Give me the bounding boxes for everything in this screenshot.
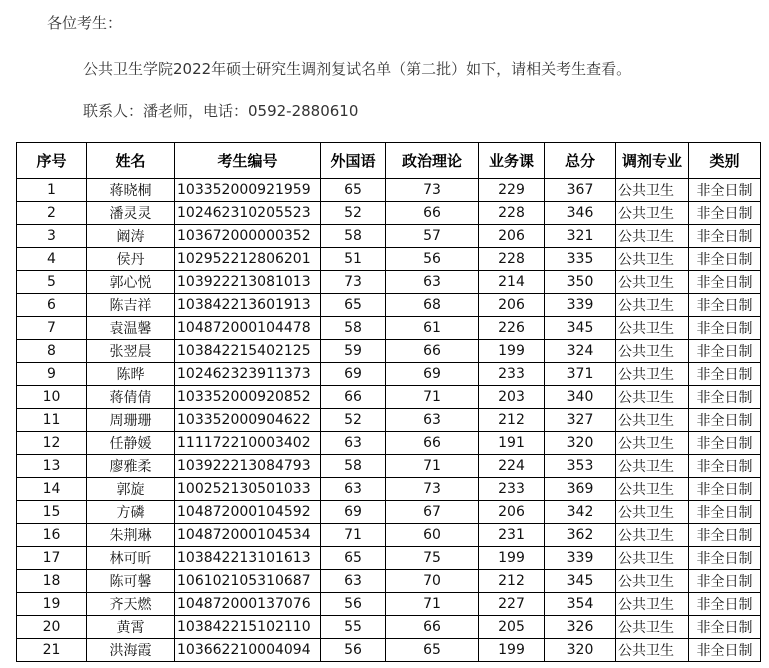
cell-adjusted-major: 公共卫生	[616, 179, 689, 202]
cell-politics: 70	[386, 570, 479, 593]
cell-foreign-language: 73	[321, 271, 386, 294]
cell-foreign-language: 59	[321, 340, 386, 363]
cell-politics: 56	[386, 248, 479, 271]
header-cell-category: 类别	[689, 143, 761, 179]
cell-total: 362	[545, 524, 616, 547]
header-cell-index: 序号	[17, 143, 87, 179]
table-row	[17, 225, 761, 248]
cell-index: 15	[17, 501, 87, 524]
cell-name: 任静媛	[87, 432, 175, 455]
cell-index: 20	[17, 616, 87, 639]
table-row	[17, 386, 761, 409]
cell-politics: 66	[386, 432, 479, 455]
cell-category: 非全日制	[689, 501, 761, 524]
header-cell-foreign-language: 外国语	[321, 143, 386, 179]
cell-name: 张翌晨	[87, 340, 175, 363]
cell-total: 340	[545, 386, 616, 409]
table-row	[17, 432, 761, 455]
cell-candidate-id: 103352000904622	[175, 409, 321, 432]
cell-name: 齐天燃	[87, 593, 175, 616]
cell-politics: 66	[386, 202, 479, 225]
cell-major-course: 206	[479, 501, 545, 524]
cell-total: 369	[545, 478, 616, 501]
cell-politics: 69	[386, 363, 479, 386]
cell-name: 郭心悦	[87, 271, 175, 294]
cell-politics: 57	[386, 225, 479, 248]
cell-total: 367	[545, 179, 616, 202]
header-cell-total: 总分	[545, 143, 616, 179]
cell-candidate-id: 102462323911373	[175, 363, 321, 386]
cell-major-course: 191	[479, 432, 545, 455]
cell-candidate-id: 106102105310687	[175, 570, 321, 593]
cell-total: 371	[545, 363, 616, 386]
table-row	[17, 593, 761, 616]
cell-adjusted-major: 公共卫生	[616, 639, 689, 662]
cell-category: 非全日制	[689, 524, 761, 547]
cell-politics: 65	[386, 639, 479, 662]
cell-name: 陈吉祥	[87, 294, 175, 317]
cell-candidate-id: 111172210003402	[175, 432, 321, 455]
cell-major-course: 226	[479, 317, 545, 340]
cell-major-course: 205	[479, 616, 545, 639]
table-row	[17, 202, 761, 225]
cell-total: 353	[545, 455, 616, 478]
cell-total: 326	[545, 616, 616, 639]
cell-adjusted-major: 公共卫生	[616, 616, 689, 639]
cell-foreign-language: 63	[321, 432, 386, 455]
cell-politics: 63	[386, 409, 479, 432]
table-row	[17, 179, 761, 202]
cell-index: 10	[17, 386, 87, 409]
cell-adjusted-major: 公共卫生	[616, 248, 689, 271]
cell-total: 339	[545, 547, 616, 570]
cell-total: 327	[545, 409, 616, 432]
cell-politics: 66	[386, 340, 479, 363]
cell-category: 非全日制	[689, 363, 761, 386]
cell-adjusted-major: 公共卫生	[616, 386, 689, 409]
cell-category: 非全日制	[689, 593, 761, 616]
cell-major-course: 212	[479, 570, 545, 593]
table-row	[17, 616, 761, 639]
cell-total: 345	[545, 317, 616, 340]
cell-candidate-id: 104872000104592	[175, 501, 321, 524]
cell-foreign-language: 55	[321, 616, 386, 639]
cell-politics: 66	[386, 616, 479, 639]
table-row	[17, 524, 761, 547]
cell-major-course: 199	[479, 340, 545, 363]
cell-major-course: 206	[479, 294, 545, 317]
cell-total: 345	[545, 570, 616, 593]
cell-category: 非全日制	[689, 248, 761, 271]
cell-index: 8	[17, 340, 87, 363]
cell-category: 非全日制	[689, 202, 761, 225]
cell-foreign-language: 56	[321, 639, 386, 662]
cell-total: 321	[545, 225, 616, 248]
cell-name: 郭旋	[87, 478, 175, 501]
header-cell-candidate-id: 考生编号	[175, 143, 321, 179]
cell-category: 非全日制	[689, 179, 761, 202]
cell-politics: 67	[386, 501, 479, 524]
cell-politics: 71	[386, 386, 479, 409]
cell-name: 陈可馨	[87, 570, 175, 593]
cell-total: 320	[545, 639, 616, 662]
cell-adjusted-major: 公共卫生	[616, 409, 689, 432]
cell-category: 非全日制	[689, 271, 761, 294]
cell-candidate-id: 103842215102110	[175, 616, 321, 639]
cell-major-course: 229	[479, 179, 545, 202]
cell-major-course: 214	[479, 271, 545, 294]
cell-adjusted-major: 公共卫生	[616, 340, 689, 363]
cell-adjusted-major: 公共卫生	[616, 294, 689, 317]
cell-candidate-id: 103352000921959	[175, 179, 321, 202]
cell-foreign-language: 63	[321, 570, 386, 593]
cell-category: 非全日制	[689, 386, 761, 409]
cell-name: 洪海霞	[87, 639, 175, 662]
cell-foreign-language: 52	[321, 409, 386, 432]
cell-foreign-language: 52	[321, 202, 386, 225]
cell-politics: 71	[386, 593, 479, 616]
cell-adjusted-major: 公共卫生	[616, 570, 689, 593]
cell-index: 17	[17, 547, 87, 570]
cell-total: 346	[545, 202, 616, 225]
cell-politics: 63	[386, 271, 479, 294]
table-row	[17, 409, 761, 432]
cell-category: 非全日制	[689, 294, 761, 317]
cell-major-course: 212	[479, 409, 545, 432]
cell-index: 1	[17, 179, 87, 202]
cell-category: 非全日制	[689, 547, 761, 570]
cell-foreign-language: 56	[321, 593, 386, 616]
cell-adjusted-major: 公共卫生	[616, 317, 689, 340]
cell-foreign-language: 66	[321, 386, 386, 409]
cell-politics: 68	[386, 294, 479, 317]
cell-major-course: 233	[479, 478, 545, 501]
cell-candidate-id: 103842213101613	[175, 547, 321, 570]
cell-index: 18	[17, 570, 87, 593]
cell-foreign-language: 65	[321, 294, 386, 317]
cell-name: 袁温馨	[87, 317, 175, 340]
cell-foreign-language: 69	[321, 363, 386, 386]
cell-major-course: 224	[479, 455, 545, 478]
cell-foreign-language: 65	[321, 547, 386, 570]
cell-politics: 73	[386, 179, 479, 202]
cell-name: 潘灵灵	[87, 202, 175, 225]
cell-major-course: 199	[479, 639, 545, 662]
cell-index: 16	[17, 524, 87, 547]
cell-adjusted-major: 公共卫生	[616, 455, 689, 478]
cell-index: 9	[17, 363, 87, 386]
cell-adjusted-major: 公共卫生	[616, 524, 689, 547]
cell-name: 侯丹	[87, 248, 175, 271]
cell-politics: 71	[386, 455, 479, 478]
cell-major-course: 233	[479, 363, 545, 386]
cell-foreign-language: 51	[321, 248, 386, 271]
cell-category: 非全日制	[689, 225, 761, 248]
cell-name: 周珊珊	[87, 409, 175, 432]
cell-category: 非全日制	[689, 409, 761, 432]
cell-adjusted-major: 公共卫生	[616, 271, 689, 294]
cell-category: 非全日制	[689, 570, 761, 593]
cell-index: 13	[17, 455, 87, 478]
cell-name: 蒋晓桐	[87, 179, 175, 202]
table-row	[17, 340, 761, 363]
table-row	[17, 248, 761, 271]
cell-foreign-language: 58	[321, 225, 386, 248]
cell-foreign-language: 71	[321, 524, 386, 547]
cell-foreign-language: 58	[321, 317, 386, 340]
cell-total: 354	[545, 593, 616, 616]
cell-adjusted-major: 公共卫生	[616, 547, 689, 570]
cell-category: 非全日制	[689, 455, 761, 478]
cell-candidate-id: 103842213601913	[175, 294, 321, 317]
cell-index: 3	[17, 225, 87, 248]
cell-foreign-language: 58	[321, 455, 386, 478]
cell-candidate-id: 103352000920852	[175, 386, 321, 409]
cell-name: 廖雅柔	[87, 455, 175, 478]
cell-index: 11	[17, 409, 87, 432]
cell-adjusted-major: 公共卫生	[616, 478, 689, 501]
cell-major-course: 228	[479, 202, 545, 225]
cell-politics: 75	[386, 547, 479, 570]
table-row	[17, 363, 761, 386]
candidate-table	[16, 142, 761, 662]
header-cell-name: 姓名	[87, 143, 175, 179]
table-row	[17, 271, 761, 294]
cell-index: 4	[17, 248, 87, 271]
cell-adjusted-major: 公共卫生	[616, 225, 689, 248]
cell-major-course: 227	[479, 593, 545, 616]
cell-candidate-id: 103662210004094	[175, 639, 321, 662]
cell-major-course: 203	[479, 386, 545, 409]
table-body	[17, 179, 761, 662]
cell-candidate-id: 102952212806201	[175, 248, 321, 271]
table-row	[17, 639, 761, 662]
cell-politics: 73	[386, 478, 479, 501]
cell-candidate-id: 104872000137076	[175, 593, 321, 616]
cell-candidate-id: 103922213081013	[175, 271, 321, 294]
cell-major-course: 231	[479, 524, 545, 547]
cell-candidate-id: 103842215402125	[175, 340, 321, 363]
cell-politics: 61	[386, 317, 479, 340]
cell-total: 342	[545, 501, 616, 524]
cell-total: 339	[545, 294, 616, 317]
cell-candidate-id: 100252130501033	[175, 478, 321, 501]
table-row	[17, 501, 761, 524]
cell-category: 非全日制	[689, 340, 761, 363]
cell-index: 6	[17, 294, 87, 317]
table-row	[17, 317, 761, 340]
cell-foreign-language: 63	[321, 478, 386, 501]
greeting-text: 各位考生：	[47, 14, 123, 32]
cell-name: 陈晔	[87, 363, 175, 386]
cell-category: 非全日制	[689, 432, 761, 455]
cell-name: 黄霄	[87, 616, 175, 639]
cell-adjusted-major: 公共卫生	[616, 501, 689, 524]
cell-index: 14	[17, 478, 87, 501]
cell-adjusted-major: 公共卫生	[616, 363, 689, 386]
cell-adjusted-major: 公共卫生	[616, 432, 689, 455]
cell-index: 5	[17, 271, 87, 294]
cell-name: 方磷	[87, 501, 175, 524]
cell-category: 非全日制	[689, 639, 761, 662]
cell-foreign-language: 69	[321, 501, 386, 524]
table-header-row	[17, 143, 761, 179]
contact-info: 联系人：潘老师，电话：0592-2880610	[83, 102, 359, 120]
cell-major-course: 228	[479, 248, 545, 271]
cell-total: 320	[545, 432, 616, 455]
cell-candidate-id: 104872000104478	[175, 317, 321, 340]
table-row	[17, 294, 761, 317]
cell-index: 21	[17, 639, 87, 662]
cell-name: 蒋倩倩	[87, 386, 175, 409]
cell-total: 350	[545, 271, 616, 294]
cell-category: 非全日制	[689, 616, 761, 639]
cell-index: 12	[17, 432, 87, 455]
table-row	[17, 547, 761, 570]
cell-candidate-id: 103922213084793	[175, 455, 321, 478]
cell-index: 7	[17, 317, 87, 340]
cell-politics: 60	[386, 524, 479, 547]
cell-name: 朱荆琳	[87, 524, 175, 547]
cell-name: 阚涛	[87, 225, 175, 248]
cell-index: 19	[17, 593, 87, 616]
cell-category: 非全日制	[689, 478, 761, 501]
cell-candidate-id: 102462310205523	[175, 202, 321, 225]
cell-index: 2	[17, 202, 87, 225]
cell-adjusted-major: 公共卫生	[616, 202, 689, 225]
intro-paragraph: 公共卫生学院2022年硕士研究生调剂复试名单（第二批）如下，请相关考生查看。	[83, 60, 632, 78]
table-row	[17, 570, 761, 593]
cell-total: 324	[545, 340, 616, 363]
cell-name: 林可昕	[87, 547, 175, 570]
cell-major-course: 199	[479, 547, 545, 570]
cell-candidate-id: 104872000104534	[175, 524, 321, 547]
cell-total: 335	[545, 248, 616, 271]
cell-adjusted-major: 公共卫生	[616, 593, 689, 616]
header-cell-politics: 政治理论	[386, 143, 479, 179]
cell-foreign-language: 65	[321, 179, 386, 202]
table-row	[17, 455, 761, 478]
table-row	[17, 478, 761, 501]
cell-category: 非全日制	[689, 317, 761, 340]
cell-candidate-id: 103672000000352	[175, 225, 321, 248]
cell-major-course: 206	[479, 225, 545, 248]
header-cell-adjusted-major: 调剂专业	[616, 143, 689, 179]
header-cell-major-course: 业务课	[479, 143, 545, 179]
